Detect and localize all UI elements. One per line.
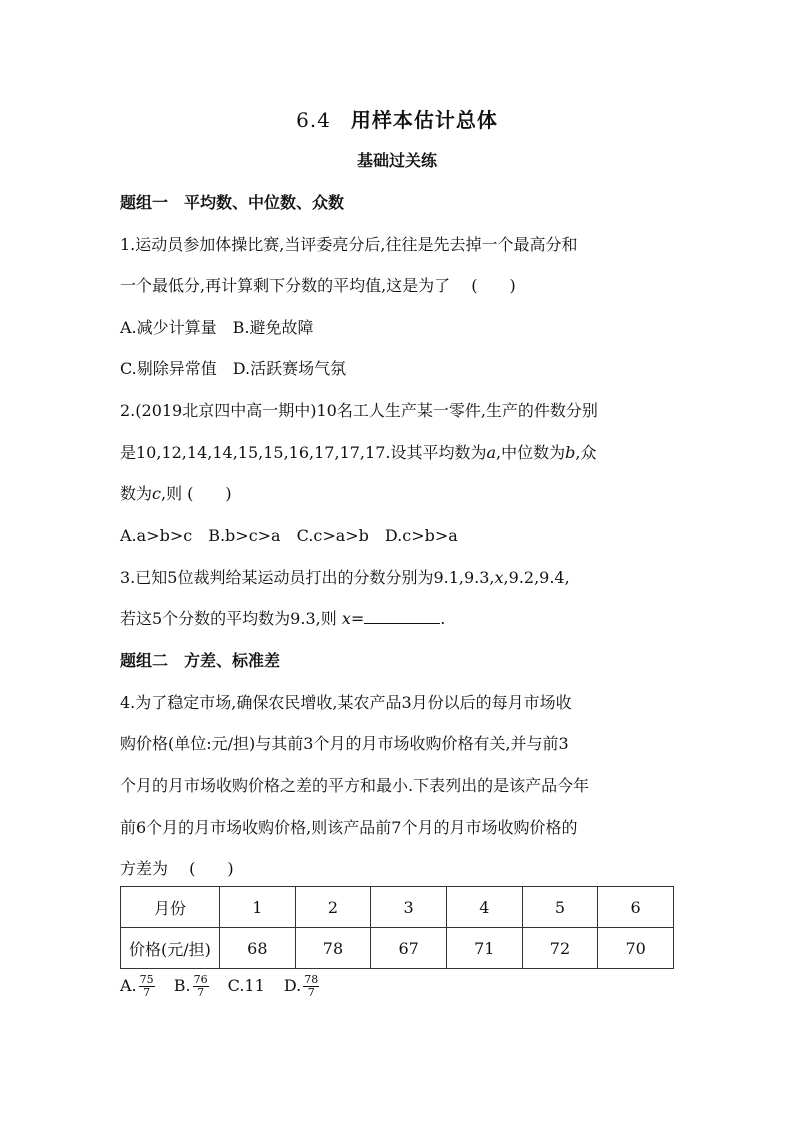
numerator: 78 — [304, 973, 319, 986]
q2-line3 — [120, 481, 680, 504]
q2-line2-text: 是10,12,14,14,15,15,16,17,17,17.设其平均数为 — [120, 443, 487, 462]
table-cell: 6 — [598, 887, 674, 928]
month-label-cell: 月份 — [121, 887, 220, 928]
section-title — [0, 104, 794, 133]
q1-options-ab: A.减少计算量 B.避免故障 — [120, 318, 314, 337]
q2-line3-post: ,则 ( ) — [160, 484, 232, 503]
table-row-month — [121, 887, 674, 928]
q4-line3: 个月的月市场收购价格之差的平方和最小.下表列出的是该产品今年 — [120, 776, 590, 795]
option-d-label: D. — [283, 976, 302, 995]
q2-options: A.a>b>c B.b>c>a C.c>a>b D.c>b>a — [120, 526, 458, 545]
table-cell: 72 — [522, 928, 598, 969]
table-cell: 71 — [446, 928, 522, 969]
fraction-b — [193, 974, 209, 999]
q3-line1 — [120, 565, 680, 588]
q3-equals: = — [350, 609, 365, 628]
table-cell: 1 — [220, 887, 296, 928]
denominator: 7 — [143, 986, 151, 999]
table-cell: 70 — [598, 928, 674, 969]
q2-line3-pre: 数为 — [120, 484, 153, 503]
var-x: x — [494, 568, 504, 587]
q3-line1-pre: 3.已知5位裁判给某运动员打出的分数分别为9.1,9.3, — [120, 568, 495, 587]
denominator: 7 — [197, 986, 205, 999]
q1-options-cd: C.剔除异常值 D.活跃赛场气氛 — [120, 359, 347, 378]
q3-line2-pre: 若这5个分数的平均数为9.3,则 — [120, 609, 342, 628]
var-x-answer: x — [341, 609, 351, 628]
table-cell: 3 — [371, 887, 447, 928]
q4-line5: 方差为 ( ) — [120, 859, 234, 878]
q2-line2-post: ,众 — [575, 443, 597, 462]
q2-line2-mid: ,中位数为 — [496, 443, 566, 462]
section-subtitle: 基础过关练 — [356, 151, 437, 170]
option-c: C.11 — [227, 976, 265, 995]
section-title-text: 用样本估计总体 — [350, 108, 498, 132]
group2-heading: 题组二 方差、标准差 — [120, 651, 281, 670]
q3-end: . — [440, 609, 446, 628]
option-d — [283, 973, 319, 999]
denominator: 7 — [307, 986, 315, 999]
table-cell: 78 — [295, 928, 371, 969]
answer-blank[interactable] — [364, 609, 440, 624]
q1-line1: 1.运动员参加体操比赛,当评委亮分后,往往是先去掉一个最高分和 — [120, 235, 578, 254]
option-a — [120, 973, 155, 999]
table-cell: 5 — [522, 887, 598, 928]
var-c: c — [152, 484, 161, 503]
table-cell: 67 — [371, 928, 447, 969]
q4-line4: 前6个月的月市场收购价格,则该产品前7个月的月市场收购价格的 — [120, 818, 578, 837]
var-a: a — [486, 443, 497, 462]
price-label-cell: 价格(元/担) — [121, 928, 220, 969]
section-number: 6.4 — [296, 108, 331, 132]
q4-options — [120, 974, 333, 999]
table-cell: 68 — [220, 928, 296, 969]
numerator: 76 — [193, 973, 208, 986]
q1-line2: 一个最低分,再计算剩下分数的平均值,这是为了 ( ) — [120, 276, 516, 295]
q4-line1: 4.为了稳定市场,确保农民增收,某农产品3月份以后的每月市场收 — [120, 693, 572, 712]
price-table — [120, 886, 674, 969]
fraction-d — [303, 974, 319, 999]
q3-line1-post: ,9.2,9.4, — [503, 568, 570, 587]
table-row-price — [121, 928, 674, 969]
option-a-label: A. — [120, 976, 137, 995]
q3-line2 — [120, 606, 680, 629]
q2-line2 — [120, 440, 680, 463]
fraction-a — [139, 974, 155, 999]
var-b: b — [565, 443, 576, 462]
option-b-label: B. — [173, 976, 191, 995]
q2-line1: 2.(2019北京四中高一期中)10名工人生产某一零件,生产的件数分别 — [120, 401, 598, 420]
option-b — [173, 973, 209, 999]
q4-line2: 购价格(单位:元/担)与其前3个月的月市场收购价格有关,并与前3 — [120, 734, 569, 753]
group1-heading: 题组一 平均数、中位数、众数 — [120, 193, 345, 212]
table-cell: 4 — [446, 887, 522, 928]
table-cell: 2 — [295, 887, 371, 928]
numerator: 75 — [139, 973, 154, 986]
